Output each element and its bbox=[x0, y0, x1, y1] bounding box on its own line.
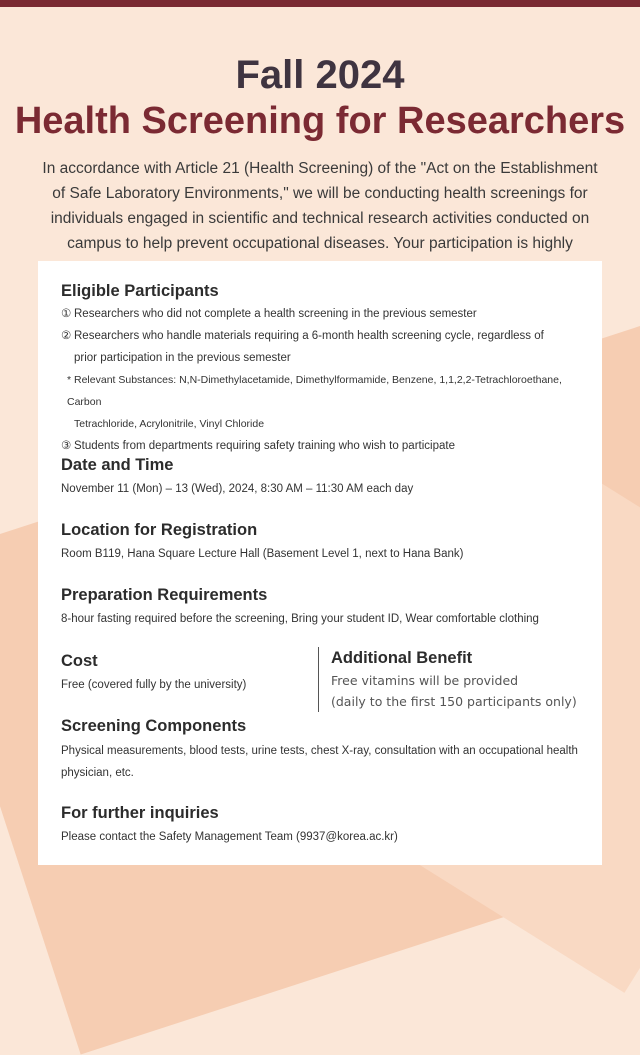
benefit-line2: (daily to the first 150 participants only) bbox=[331, 694, 577, 709]
section-cost bbox=[61, 650, 311, 696]
list-item bbox=[61, 325, 581, 347]
section-inquiries bbox=[61, 802, 581, 848]
inquiries-text: Please contact the Safety Management Team (9937@korea.ac.kr) bbox=[61, 831, 398, 843]
location-text: Room B119, Hana Square Lecture Hall (Basement Level 1, next to Hana Bank) bbox=[61, 548, 464, 560]
benefit-heading: Additional Benefit bbox=[331, 649, 473, 667]
item-text-continued: prior participation in the previous semester bbox=[74, 352, 291, 364]
location-heading: Location for Registration bbox=[61, 521, 258, 539]
poster-header bbox=[0, 52, 640, 144]
title-main: Health Screening for Researchers bbox=[14, 100, 626, 142]
item-marker: ③ bbox=[61, 440, 72, 452]
item-marker: ① bbox=[61, 308, 72, 320]
item-text: Researchers who did not complete a health screening in the previous semester bbox=[74, 308, 477, 320]
section-location bbox=[61, 519, 581, 565]
item-text: Students from departments requiring safety training who wish to participate bbox=[74, 440, 455, 452]
eligible-heading: Eligible Participants bbox=[61, 282, 219, 300]
item-marker: ② bbox=[61, 330, 72, 342]
inquiries-heading: For further inquiries bbox=[61, 804, 219, 822]
intro-paragraph: In accordance with Article 21 (Health Screening) of the "Act on the Establishment of Safe Laboratory Environments," we will be conducting health screenings for individuals engaged in scientific and technical research activities conducted on campus to help prevent occupational diseases. Your participation is highly bbox=[42, 160, 598, 252]
title-season: Fall 2024 bbox=[235, 53, 405, 97]
preparation-text: 8-hour fasting required before the screening, Bring your student ID, Wear comfortable clothing bbox=[61, 613, 539, 625]
section-components bbox=[61, 715, 581, 784]
section-eligible bbox=[61, 280, 581, 457]
components-text: Physical measurements, blood tests, urine tests, chest X-ray, consultation with an occupational health physician, etc. bbox=[61, 745, 578, 779]
section-additional-benefit bbox=[318, 647, 601, 712]
section-preparation bbox=[61, 584, 581, 630]
cost-heading: Cost bbox=[61, 652, 98, 670]
cost-text: Free (covered fully by the university) bbox=[61, 679, 247, 691]
list-item bbox=[61, 303, 581, 325]
substances-note-cont: Tetrachloride, Acrylonitrile, Vinyl Chloride bbox=[74, 418, 265, 430]
benefit-line1: Free vitamins will be provided bbox=[331, 673, 519, 688]
item-text: Researchers who handle materials requiring a 6-month health screening cycle, regardless of bbox=[74, 330, 544, 342]
section-date-time bbox=[61, 454, 581, 500]
components-heading: Screening Components bbox=[61, 717, 247, 735]
date-time-text: November 11 (Mon) – 13 (Wed), 2024, 8:30 AM – 11:30 AM each day bbox=[61, 483, 414, 495]
substances-note: * Relevant Substances: N,N-Dimethylacetamide, Dimethylformamide, Benzene, 1,1,2,2-Tetrachloroethane, Carbon bbox=[67, 374, 562, 408]
preparation-heading: Preparation Requirements bbox=[61, 586, 268, 604]
date-time-heading: Date and Time bbox=[61, 456, 174, 474]
top-accent-bar bbox=[0, 0, 640, 7]
info-card bbox=[38, 261, 602, 865]
